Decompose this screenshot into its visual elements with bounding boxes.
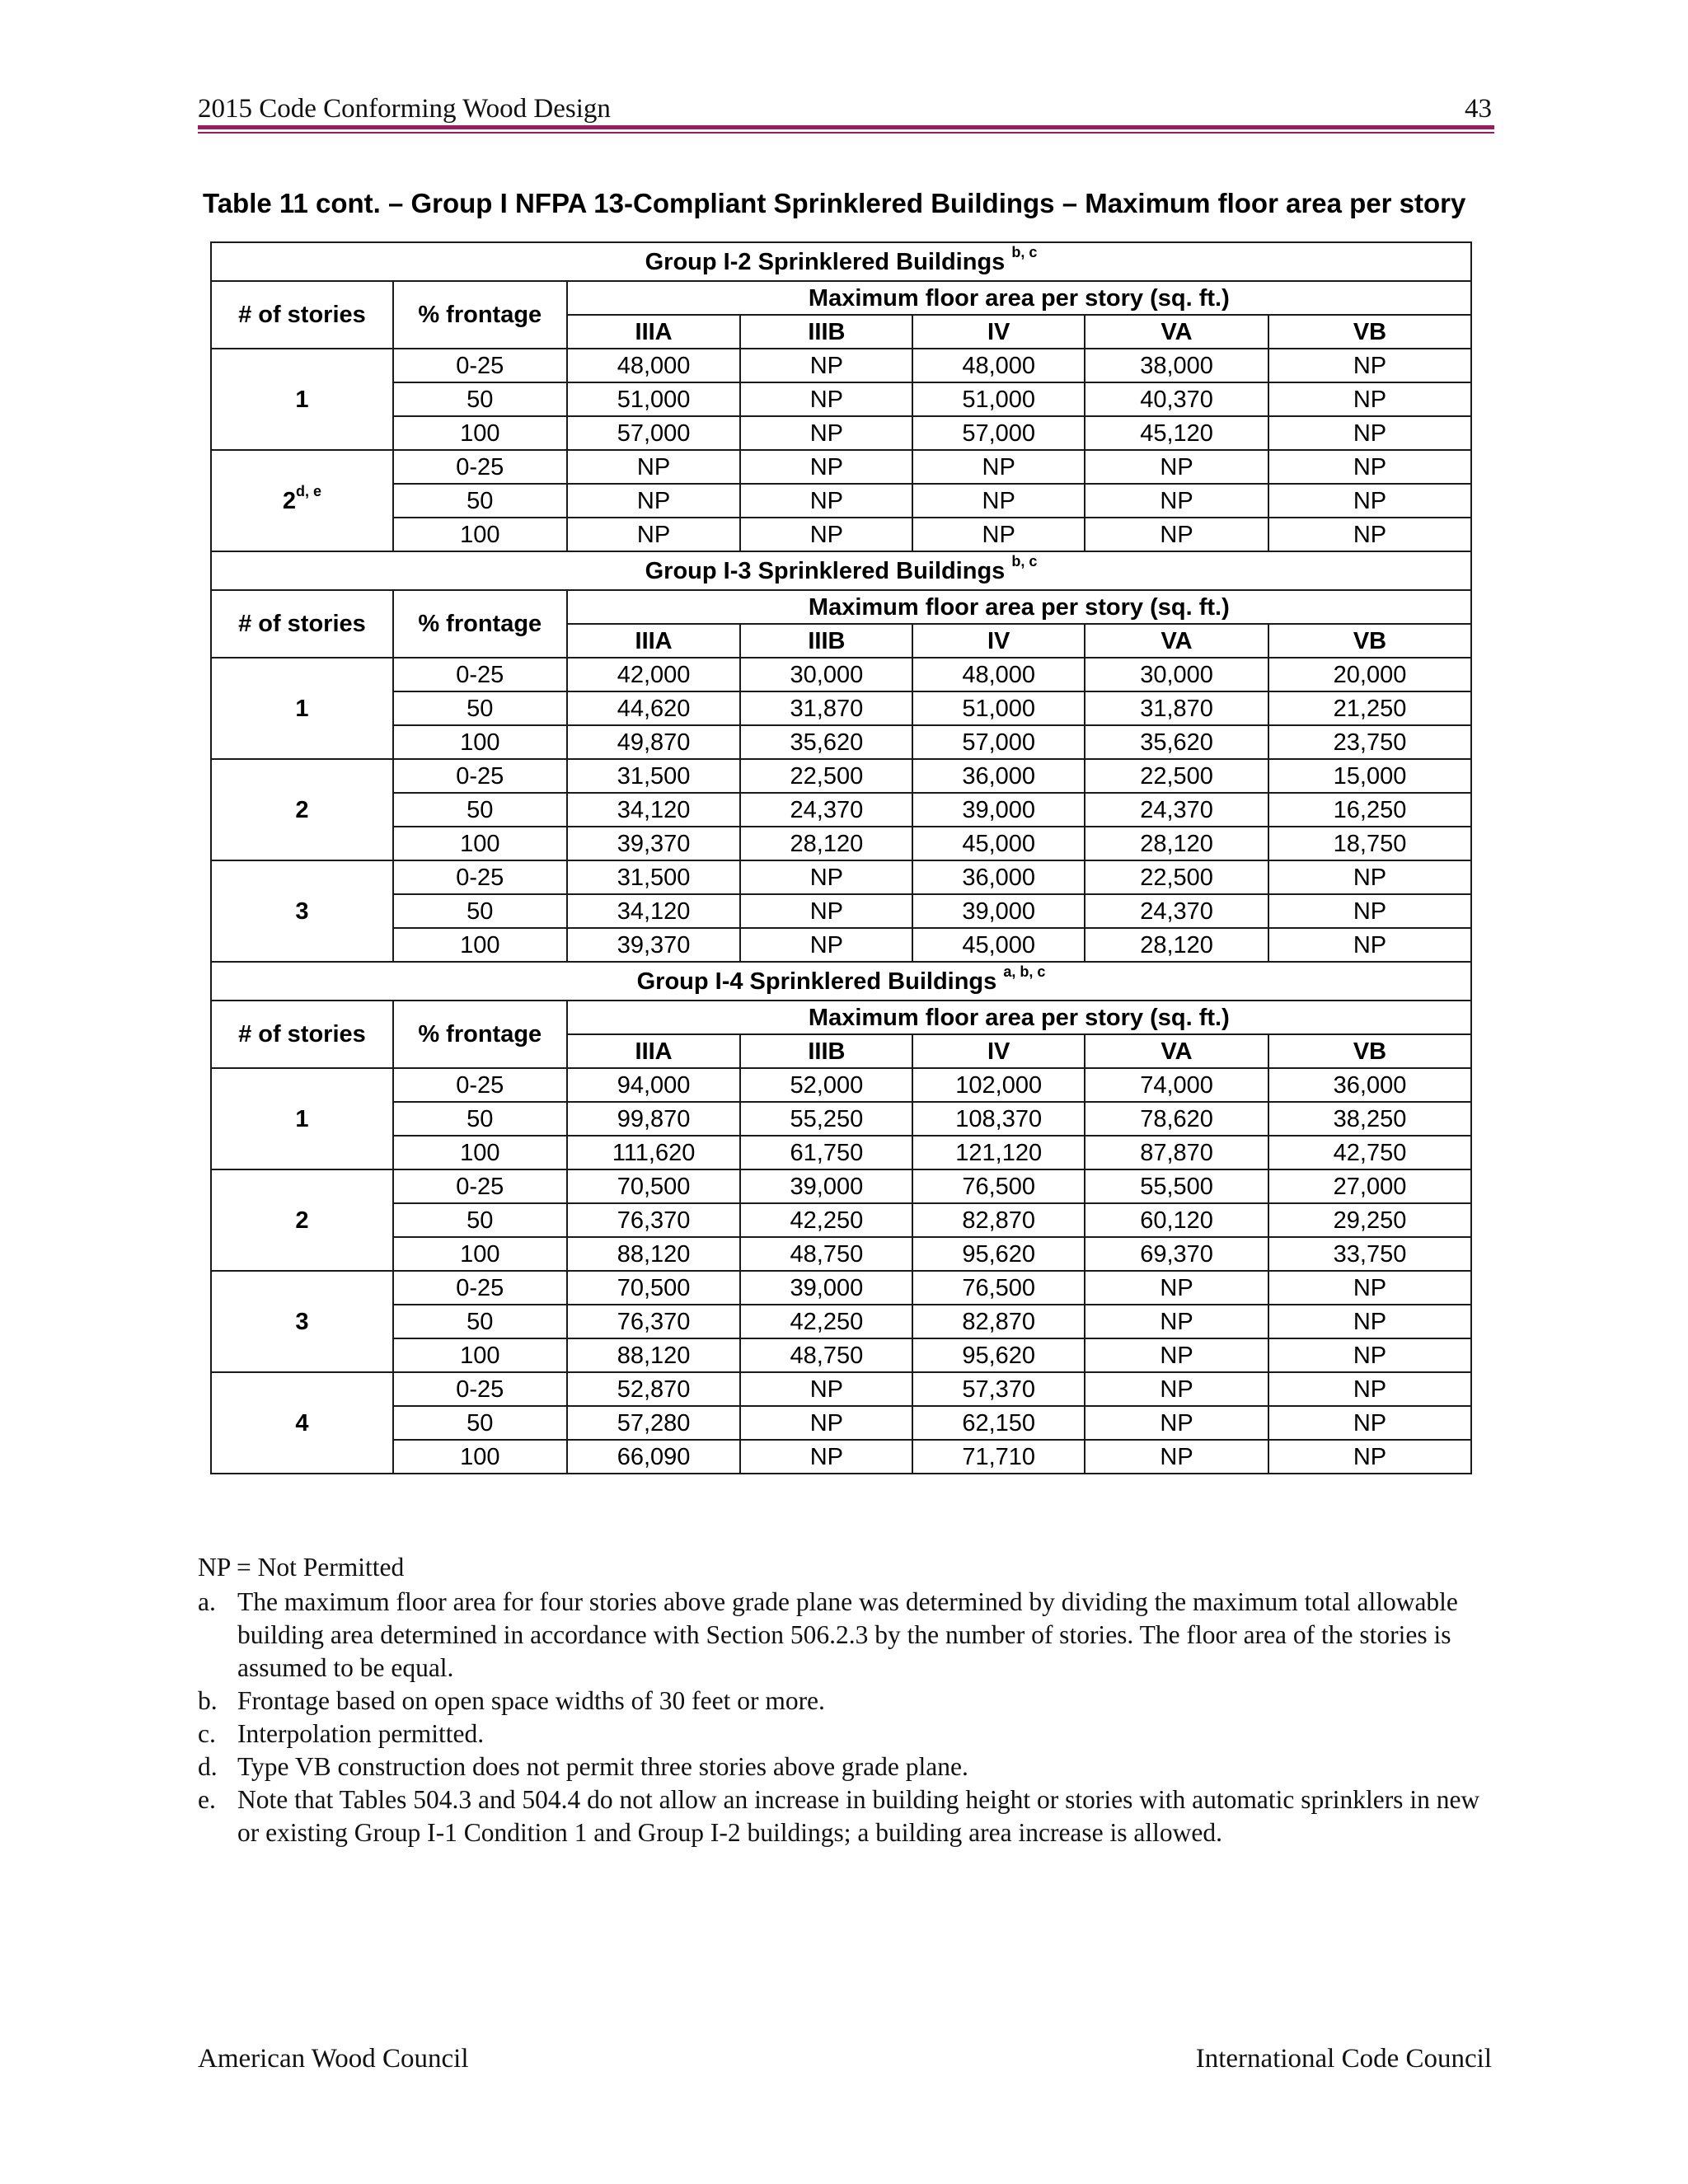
col-header-frontage: % frontage bbox=[393, 590, 567, 658]
area-cell: NP bbox=[740, 382, 912, 416]
area-cell: 16,250 bbox=[1268, 793, 1471, 827]
area-cell: 82,870 bbox=[912, 1305, 1085, 1338]
col-header-type: IIIB bbox=[740, 1034, 912, 1068]
area-cell: 57,000 bbox=[567, 416, 741, 450]
footnote-label: a. bbox=[198, 1587, 216, 1616]
area-cell: 76,500 bbox=[912, 1271, 1085, 1305]
table-row bbox=[211, 793, 1471, 827]
area-cell: 27,000 bbox=[1268, 1169, 1471, 1203]
area-cell: 36,000 bbox=[912, 860, 1085, 894]
table-row bbox=[211, 518, 1471, 551]
area-cell: NP bbox=[567, 484, 741, 518]
table-row bbox=[211, 349, 1471, 382]
area-cell: 23,750 bbox=[1268, 725, 1471, 759]
table-row bbox=[211, 759, 1471, 793]
area-cell: 31,500 bbox=[567, 860, 741, 894]
area-cell: NP bbox=[1085, 1372, 1268, 1406]
area-cell: 42,750 bbox=[1268, 1136, 1471, 1169]
area-cell: 95,620 bbox=[912, 1338, 1085, 1372]
stories-value: 4 bbox=[295, 1409, 309, 1436]
footnote-text: Frontage based on open space widths of 30 feet or more. bbox=[237, 1686, 825, 1715]
area-cell: 35,620 bbox=[740, 725, 912, 759]
area-cell: 34,120 bbox=[567, 793, 741, 827]
area-cell: 45,000 bbox=[912, 928, 1085, 962]
frontage-cell: 0-25 bbox=[393, 1068, 567, 1102]
area-cell: 38,250 bbox=[1268, 1102, 1471, 1136]
col-header-type: IIIB bbox=[740, 624, 912, 658]
area-cell: NP bbox=[567, 518, 741, 551]
running-header bbox=[198, 87, 1492, 124]
area-cell: 51,000 bbox=[567, 382, 741, 416]
area-cell: 70,500 bbox=[567, 1271, 741, 1305]
header-row bbox=[211, 590, 1471, 624]
area-cell: 48,000 bbox=[912, 658, 1085, 691]
col-header-type: IIIA bbox=[567, 315, 741, 349]
frontage-cell: 100 bbox=[393, 1136, 567, 1169]
area-cell: 39,000 bbox=[912, 793, 1085, 827]
table-row bbox=[211, 1372, 1471, 1406]
area-cell: 29,250 bbox=[1268, 1203, 1471, 1237]
area-cell: 38,000 bbox=[1085, 349, 1268, 382]
area-cell: NP bbox=[1268, 1372, 1471, 1406]
header-rule-thin bbox=[198, 132, 1494, 134]
area-cell: NP bbox=[740, 1406, 912, 1440]
area-cell: NP bbox=[912, 450, 1085, 484]
area-cell: 66,090 bbox=[567, 1440, 741, 1474]
stories-value: 2 bbox=[295, 1207, 309, 1234]
area-cell: 57,370 bbox=[912, 1372, 1085, 1406]
group-title bbox=[211, 962, 1471, 1001]
area-cell: NP bbox=[740, 1372, 912, 1406]
area-cell: NP bbox=[1268, 349, 1471, 382]
area-cell: NP bbox=[1268, 518, 1471, 551]
frontage-cell: 0-25 bbox=[393, 1271, 567, 1305]
table-row bbox=[211, 894, 1471, 928]
area-cell: 31,870 bbox=[1085, 691, 1268, 725]
page-number: 43 bbox=[1465, 94, 1492, 124]
area-cell: NP bbox=[1268, 1338, 1471, 1372]
col-header-stories: # of stories bbox=[211, 1001, 393, 1068]
area-cell: 31,500 bbox=[567, 759, 741, 793]
col-header-type: IIIA bbox=[567, 624, 741, 658]
frontage-cell: 50 bbox=[393, 484, 567, 518]
area-cell: 52,000 bbox=[740, 1068, 912, 1102]
col-header-type: VA bbox=[1085, 315, 1268, 349]
area-cell: 24,370 bbox=[1085, 894, 1268, 928]
frontage-cell: 0-25 bbox=[393, 860, 567, 894]
area-cell: 45,120 bbox=[1085, 416, 1268, 450]
frontage-cell: 0-25 bbox=[393, 759, 567, 793]
area-cell: 30,000 bbox=[740, 658, 912, 691]
area-cell: NP bbox=[1085, 1338, 1268, 1372]
footnote-text: Interpolation permitted. bbox=[237, 1719, 485, 1748]
table-row bbox=[211, 484, 1471, 518]
area-cell: 57,000 bbox=[912, 725, 1085, 759]
frontage-cell: 50 bbox=[393, 1102, 567, 1136]
header-row bbox=[211, 281, 1471, 315]
frontage-cell: 50 bbox=[393, 793, 567, 827]
area-cell: 42,000 bbox=[567, 658, 741, 691]
area-cell: NP bbox=[1268, 484, 1471, 518]
footnote-label: d. bbox=[198, 1752, 218, 1781]
area-cell: 42,250 bbox=[740, 1305, 912, 1338]
group-title-row bbox=[211, 551, 1471, 590]
col-header-type: IV bbox=[912, 1034, 1085, 1068]
area-cell: NP bbox=[1268, 416, 1471, 450]
frontage-cell: 100 bbox=[393, 928, 567, 962]
group-title bbox=[211, 242, 1471, 281]
frontage-cell: 0-25 bbox=[393, 349, 567, 382]
area-cell: 39,370 bbox=[567, 827, 741, 860]
stories-value: 3 bbox=[295, 898, 309, 925]
col-header-type: IIIB bbox=[740, 315, 912, 349]
stories-cell bbox=[211, 1068, 393, 1169]
stories-cell bbox=[211, 1169, 393, 1271]
stories-cell bbox=[211, 860, 393, 962]
area-cell: 18,750 bbox=[1268, 827, 1471, 860]
group-title-footnote: b, c bbox=[1011, 243, 1038, 260]
group-title-footnote: b, c bbox=[1011, 552, 1038, 569]
footnote bbox=[198, 1685, 1492, 1718]
group-title-text: Group I-3 Sprinklered Buildings bbox=[645, 557, 1006, 584]
stories-value: 1 bbox=[295, 1105, 309, 1132]
area-cell: 48,000 bbox=[567, 349, 741, 382]
group-title-text: Group I-2 Sprinklered Buildings bbox=[645, 248, 1006, 275]
group-title-footnote: a, b, c bbox=[1003, 963, 1046, 980]
area-cell: 76,370 bbox=[567, 1305, 741, 1338]
area-cell: NP bbox=[1085, 1271, 1268, 1305]
footnote-text: Note that Tables 504.3 and 504.4 do not allow an increase in building height or stories with automatic sprinklers in new or existing Group I-1 Condition 1 and Group I-2 buildings; a building area increase is allowed. bbox=[237, 1785, 1480, 1847]
table-title: Table 11 cont. – Group I NFPA 13-Compliant Sprinklered Buildings – Maximum floor area per story bbox=[203, 188, 1466, 218]
floor-area-table bbox=[210, 241, 1472, 1474]
table-row bbox=[211, 1440, 1471, 1474]
frontage-cell: 100 bbox=[393, 827, 567, 860]
area-cell: 22,500 bbox=[1085, 860, 1268, 894]
area-cell: 36,000 bbox=[912, 759, 1085, 793]
col-header-type: VA bbox=[1085, 624, 1268, 658]
table-row bbox=[211, 1068, 1471, 1102]
table-row bbox=[211, 827, 1471, 860]
group-title-row bbox=[211, 242, 1471, 281]
area-cell: 111,620 bbox=[567, 1136, 741, 1169]
footnote-text: Type VB construction does not permit three stories above grade plane. bbox=[237, 1752, 968, 1781]
area-cell: 30,000 bbox=[1085, 658, 1268, 691]
area-cell: 99,870 bbox=[567, 1102, 741, 1136]
table-row bbox=[211, 691, 1471, 725]
table-row bbox=[211, 1338, 1471, 1372]
footer-right: International Code Council bbox=[1195, 2044, 1492, 2074]
area-cell: 35,620 bbox=[1085, 725, 1268, 759]
area-cell: 39,000 bbox=[912, 894, 1085, 928]
area-cell: 51,000 bbox=[912, 382, 1085, 416]
area-cell: NP bbox=[1085, 450, 1268, 484]
frontage-cell: 50 bbox=[393, 691, 567, 725]
area-cell: 87,870 bbox=[1085, 1136, 1268, 1169]
table-row bbox=[211, 1237, 1471, 1271]
frontage-cell: 0-25 bbox=[393, 450, 567, 484]
area-cell: 121,120 bbox=[912, 1136, 1085, 1169]
table-row bbox=[211, 1102, 1471, 1136]
frontage-cell: 0-25 bbox=[393, 658, 567, 691]
footnote bbox=[198, 1750, 1492, 1783]
table-row bbox=[211, 1203, 1471, 1237]
np-definition: NP = Not Permitted bbox=[198, 1553, 405, 1582]
table-row bbox=[211, 1305, 1471, 1338]
area-cell: NP bbox=[740, 518, 912, 551]
area-cell: 102,000 bbox=[912, 1068, 1085, 1102]
table-row bbox=[211, 382, 1471, 416]
col-header-type: VB bbox=[1268, 1034, 1471, 1068]
frontage-cell: 50 bbox=[393, 382, 567, 416]
area-cell: 45,000 bbox=[912, 827, 1085, 860]
col-header-max-area: Maximum floor area per story (sq. ft.) bbox=[567, 590, 1471, 624]
area-cell: NP bbox=[1268, 1440, 1471, 1474]
area-cell: 15,000 bbox=[1268, 759, 1471, 793]
area-cell: NP bbox=[740, 450, 912, 484]
table-row bbox=[211, 725, 1471, 759]
area-cell: NP bbox=[1268, 450, 1471, 484]
stories-value: 2 bbox=[282, 487, 296, 514]
area-cell: 88,120 bbox=[567, 1237, 741, 1271]
footnote-label: e. bbox=[198, 1785, 216, 1814]
stories-value: 3 bbox=[295, 1308, 309, 1335]
area-cell: NP bbox=[740, 1440, 912, 1474]
area-cell: 88,120 bbox=[567, 1338, 741, 1372]
col-header-stories: # of stories bbox=[211, 590, 393, 658]
table-row bbox=[211, 1406, 1471, 1440]
area-cell: NP bbox=[1268, 894, 1471, 928]
area-cell: NP bbox=[1268, 928, 1471, 962]
col-header-type: IIIA bbox=[567, 1034, 741, 1068]
area-cell: NP bbox=[912, 518, 1085, 551]
col-header-frontage: % frontage bbox=[393, 1001, 567, 1068]
table-row bbox=[211, 1271, 1471, 1305]
area-cell: 57,280 bbox=[567, 1406, 741, 1440]
area-cell: NP bbox=[1085, 1305, 1268, 1338]
area-cell: NP bbox=[740, 349, 912, 382]
area-cell: 49,870 bbox=[567, 725, 741, 759]
area-cell: NP bbox=[1085, 1440, 1268, 1474]
area-cell: NP bbox=[1085, 1406, 1268, 1440]
frontage-cell: 100 bbox=[393, 725, 567, 759]
group-title-row bbox=[211, 962, 1471, 1001]
area-cell: 28,120 bbox=[1085, 827, 1268, 860]
frontage-cell: 100 bbox=[393, 1237, 567, 1271]
area-cell: 57,000 bbox=[912, 416, 1085, 450]
area-cell: NP bbox=[567, 450, 741, 484]
col-header-type: VB bbox=[1268, 315, 1471, 349]
area-cell: NP bbox=[740, 416, 912, 450]
group-title-text: Group I-4 Sprinklered Buildings bbox=[636, 968, 997, 995]
frontage-cell: 50 bbox=[393, 1406, 567, 1440]
area-cell: 36,000 bbox=[1268, 1068, 1471, 1102]
area-cell: 24,370 bbox=[1085, 793, 1268, 827]
col-header-type: IV bbox=[912, 315, 1085, 349]
frontage-cell: 0-25 bbox=[393, 1372, 567, 1406]
stories-value: 2 bbox=[295, 796, 309, 823]
area-cell: 76,370 bbox=[567, 1203, 741, 1237]
running-header-title: 2015 Code Conforming Wood Design bbox=[198, 94, 611, 124]
area-cell: NP bbox=[740, 484, 912, 518]
area-cell: NP bbox=[1268, 382, 1471, 416]
stories-cell bbox=[211, 1271, 393, 1372]
stories-value: 1 bbox=[295, 386, 309, 413]
stories-value: 1 bbox=[295, 695, 309, 722]
area-cell: 20,000 bbox=[1268, 658, 1471, 691]
stories-footnote: d, e bbox=[295, 482, 321, 499]
col-header-max-area: Maximum floor area per story (sq. ft.) bbox=[567, 1001, 1471, 1034]
table-row bbox=[211, 928, 1471, 962]
col-header-frontage: % frontage bbox=[393, 281, 567, 349]
area-cell: NP bbox=[912, 484, 1085, 518]
frontage-cell: 100 bbox=[393, 518, 567, 551]
area-cell: 42,250 bbox=[740, 1203, 912, 1237]
area-cell: 62,150 bbox=[912, 1406, 1085, 1440]
area-cell: NP bbox=[1085, 484, 1268, 518]
area-cell: 34,120 bbox=[567, 894, 741, 928]
area-cell: NP bbox=[1268, 1406, 1471, 1440]
stories-cell bbox=[211, 658, 393, 759]
table-row bbox=[211, 1136, 1471, 1169]
area-cell: 82,870 bbox=[912, 1203, 1085, 1237]
area-cell: 44,620 bbox=[567, 691, 741, 725]
frontage-cell: 100 bbox=[393, 416, 567, 450]
area-cell: 94,000 bbox=[567, 1068, 741, 1102]
area-cell: 52,870 bbox=[567, 1372, 741, 1406]
col-header-stories: # of stories bbox=[211, 281, 393, 349]
area-cell: NP bbox=[740, 860, 912, 894]
col-header-type: VA bbox=[1085, 1034, 1268, 1068]
area-cell: 39,370 bbox=[567, 928, 741, 962]
area-cell: 33,750 bbox=[1268, 1237, 1471, 1271]
table-row bbox=[211, 450, 1471, 484]
frontage-cell: 50 bbox=[393, 894, 567, 928]
area-cell: 76,500 bbox=[912, 1169, 1085, 1203]
area-cell: NP bbox=[1268, 1305, 1471, 1338]
header-rule-thick bbox=[198, 125, 1494, 129]
table-row bbox=[211, 416, 1471, 450]
area-cell: 31,870 bbox=[740, 691, 912, 725]
footnote-label: b. bbox=[198, 1686, 218, 1715]
footnote bbox=[198, 1586, 1492, 1685]
area-cell: 78,620 bbox=[1085, 1102, 1268, 1136]
frontage-cell: 100 bbox=[393, 1440, 567, 1474]
stories-cell bbox=[211, 349, 393, 450]
area-cell: 69,370 bbox=[1085, 1237, 1268, 1271]
frontage-cell: 50 bbox=[393, 1305, 567, 1338]
area-cell: 51,000 bbox=[912, 691, 1085, 725]
area-cell: 48,750 bbox=[740, 1237, 912, 1271]
frontage-cell: 0-25 bbox=[393, 1169, 567, 1203]
header-row bbox=[211, 1001, 1471, 1034]
area-cell: 70,500 bbox=[567, 1169, 741, 1203]
area-cell: 39,000 bbox=[740, 1169, 912, 1203]
area-cell: 24,370 bbox=[740, 793, 912, 827]
area-cell: NP bbox=[1268, 1271, 1471, 1305]
area-cell: 28,120 bbox=[740, 827, 912, 860]
footnote-text: The maximum floor area for four stories above grade plane was determined by dividing the maximum total allowable building area determined in accordance with Section 506.2.3 by the number of stories. The floor area of the stories is assumed to be equal. bbox=[237, 1587, 1458, 1682]
area-cell: 95,620 bbox=[912, 1237, 1085, 1271]
area-cell: NP bbox=[740, 928, 912, 962]
area-cell: 55,500 bbox=[1085, 1169, 1268, 1203]
table-row bbox=[211, 658, 1471, 691]
area-cell: 108,370 bbox=[912, 1102, 1085, 1136]
area-cell: 71,710 bbox=[912, 1440, 1085, 1474]
frontage-cell: 100 bbox=[393, 1338, 567, 1372]
area-cell: NP bbox=[1268, 860, 1471, 894]
area-cell: 48,000 bbox=[912, 349, 1085, 382]
table-row bbox=[211, 860, 1471, 894]
table-row bbox=[211, 1169, 1471, 1203]
area-cell: 28,120 bbox=[1085, 928, 1268, 962]
footnote bbox=[198, 1718, 1492, 1750]
stories-cell bbox=[211, 759, 393, 860]
table-notes bbox=[198, 1551, 1492, 1849]
area-cell: NP bbox=[740, 894, 912, 928]
area-cell: 48,750 bbox=[740, 1338, 912, 1372]
area-cell: 21,250 bbox=[1268, 691, 1471, 725]
col-header-type: IV bbox=[912, 624, 1085, 658]
area-cell: 22,500 bbox=[740, 759, 912, 793]
area-cell: 40,370 bbox=[1085, 382, 1268, 416]
footnote bbox=[198, 1783, 1492, 1849]
stories-cell bbox=[211, 1372, 393, 1474]
col-header-max-area: Maximum floor area per story (sq. ft.) bbox=[567, 281, 1471, 315]
footnote-label: c. bbox=[198, 1719, 216, 1748]
frontage-cell: 50 bbox=[393, 1203, 567, 1237]
stories-cell bbox=[211, 450, 393, 551]
area-cell: NP bbox=[1085, 518, 1268, 551]
area-cell: 74,000 bbox=[1085, 1068, 1268, 1102]
col-header-type: VB bbox=[1268, 624, 1471, 658]
group-title bbox=[211, 551, 1471, 590]
area-cell: 22,500 bbox=[1085, 759, 1268, 793]
footer-left: American Wood Council bbox=[198, 2044, 469, 2074]
area-cell: 55,250 bbox=[740, 1102, 912, 1136]
area-cell: 61,750 bbox=[740, 1136, 912, 1169]
area-cell: 60,120 bbox=[1085, 1203, 1268, 1237]
area-cell: 39,000 bbox=[740, 1271, 912, 1305]
